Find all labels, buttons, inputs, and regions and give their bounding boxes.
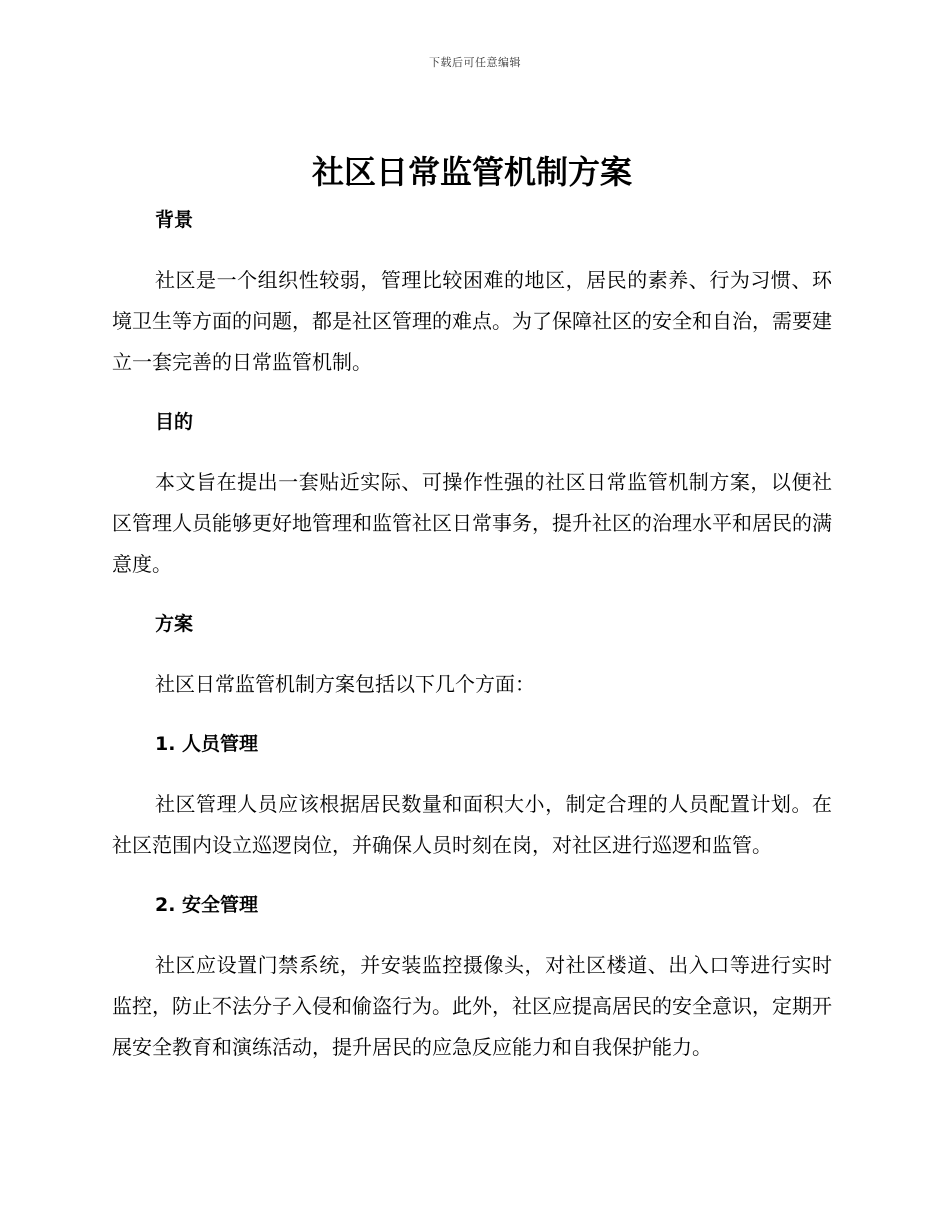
heading-purpose: 目的: [155, 411, 194, 433]
heading-background: 背景: [155, 209, 194, 231]
heading-security: 2. 安全管理: [155, 894, 259, 916]
document-title: 社区日常监管机制方案: [311, 153, 632, 191]
paragraph-security: 社区应设置门禁系统，并安装监控摄像头，对社区楼道、出入口等进行实时监控，防止不法分子入侵和偷盗行为。此外，社区应提高居民的安全意识，定期开展安全教育和演练活动，提升居民的应急反应能力和自我保护能力。: [112, 953, 832, 1059]
heading-personnel: 1. 人员管理: [155, 733, 259, 755]
paragraph-personnel: 社区管理人员应该根据居民数量和面积大小，制定合理的人员配置计划。在社区范围内设立巡逻岗位，并确保人员时刻在岗，对社区进行巡逻和监管。: [112, 792, 832, 857]
heading-plan: 方案: [155, 613, 194, 635]
header-note: 下载后可任意编辑: [429, 56, 521, 69]
paragraph-purpose: 本文旨在提出一套贴近实际、可操作性强的社区日常监管机制方案，以便社区管理人员能够更好地管理和监管社区日常事务，提升社区的治理水平和居民的满意度。: [112, 470, 832, 576]
document-body: [112, 148, 832, 1068]
paragraph-background: 社区是一个组织性较弱，管理比较困难的地区，居民的素养、行为习惯、环境卫生等方面的问题，都是社区管理的难点。为了保障社区的安全和自治，需要建立一套完善的日常监管机制。: [112, 268, 832, 374]
paragraph-plan: 社区日常监管机制方案包括以下几个方面：: [155, 672, 535, 696]
